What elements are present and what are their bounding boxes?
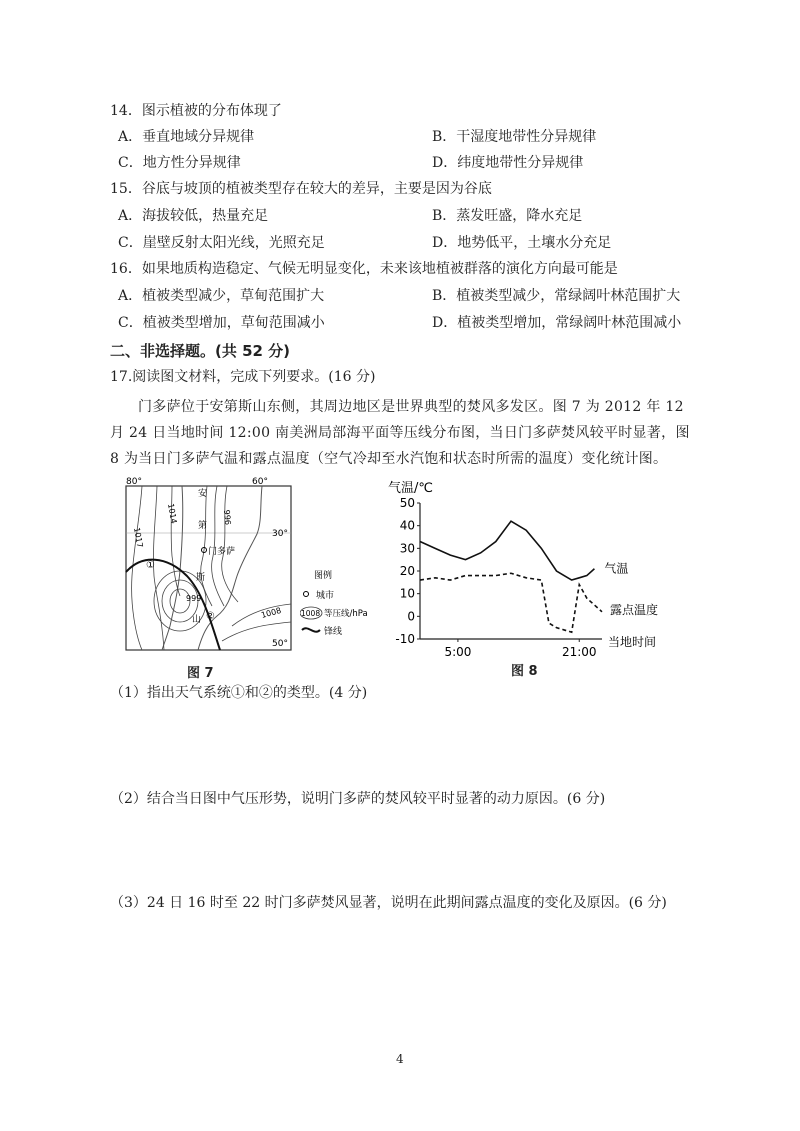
system-1-marker: ①: [146, 560, 155, 571]
y-tick-label: -10: [395, 632, 415, 646]
figure-7-caption: 图 7: [187, 666, 214, 681]
legend-city-label: 城市: [316, 591, 335, 601]
y-tick-label: 50: [399, 496, 415, 510]
figure-7-legend: [300, 568, 380, 648]
andes-label-an: 安: [198, 489, 208, 499]
section-2-heading: 二、非选择题。(共 52 分): [110, 342, 291, 360]
page-number: 4: [396, 1052, 404, 1066]
chart-series-group: [420, 521, 602, 632]
legend-title-text: 图例: [314, 571, 333, 581]
q15-option-b[interactable]: B．蒸发旺盛，降水充足: [432, 208, 583, 224]
chart-x-ticks: [444, 639, 596, 659]
figure-7-map: [112, 476, 302, 661]
q14-option-d[interactable]: D．纬度地带性分异规律: [432, 155, 584, 171]
q15-option-d[interactable]: D．地势低平，土壤水分充足: [432, 235, 612, 251]
q17-sub1: （1）指出天气系统①和②的类型。(4 分): [110, 685, 368, 701]
q16-option-b[interactable]: B．植被类型减少，常绿阔叶林范围扩大: [432, 288, 681, 304]
city-label-mendoza: 门多萨: [208, 547, 236, 557]
chart-y-ticks: [395, 496, 420, 646]
q15-option-c[interactable]: C．崖壁反射太阳光线，光照充足: [118, 235, 325, 251]
andes-label-si: 斯: [196, 573, 206, 583]
lat-label-50: 50°: [272, 639, 288, 649]
q14-option-b[interactable]: B．干湿度地带性分异规律: [432, 129, 597, 145]
chart-xlabel: 当地时间: [608, 635, 657, 649]
q17-material: 门多萨位于安第斯山东侧，其周边地区是世界典型的焚风多发区。图 7 为 2012 年 12 月 24 日当地时间 12:00 南美洲局部海平面等压线分布图，当日门多萨焚风较平时显著，图 8 为当日门多萨气温和露点温度（空气冷却至水汽饱和状态时所需的温度）变化统计图。: [110, 399, 690, 467]
q17-stem: 17.阅读图文材料，完成下列要求。(16 分): [110, 369, 376, 385]
q14-option-a[interactable]: A．垂直地域分异规律: [118, 129, 255, 145]
legend-front-symbol: [302, 628, 320, 631]
isobar-label-1008: 1008: [260, 605, 283, 620]
lat-label-30: 30°: [272, 529, 288, 539]
series-label-dewpoint: 露点温度: [610, 602, 659, 617]
legend-front-label: 锋线: [324, 627, 343, 637]
andes-label-shan: 山: [192, 615, 202, 625]
isobar-label-1017: 1017: [132, 526, 145, 549]
q17-sub3: （3）24 日 16 时至 22 时门多萨焚风显著，说明在此期间露点温度的变化及原因。(6 分): [110, 895, 667, 911]
lon-label-80: 80°: [126, 477, 142, 487]
series-label-temperature: 气温: [604, 561, 629, 576]
y-tick-label: 20: [399, 564, 415, 578]
y-tick-label: 10: [399, 586, 415, 601]
q15-stem: 15．谷底与坡顶的植被类型存在较大的差异，主要是因为谷底: [110, 181, 492, 197]
q16-option-c[interactable]: C．植被类型增加，草甸范围减小: [118, 315, 325, 331]
y-tick-label: 0: [407, 609, 415, 624]
q16-option-a[interactable]: A．植被类型减少，草甸范围扩大: [118, 288, 325, 304]
isobar-label-1014: 1014: [166, 502, 179, 525]
y-tick-label: 30: [399, 541, 415, 556]
y-tick-label: 40: [399, 518, 415, 533]
q14-stem: 14．图示植被的分布体现了: [110, 103, 282, 119]
isobar-label-996: 996: [222, 509, 233, 526]
andes-label-di: 第: [198, 521, 208, 531]
system-2-marker: ②: [206, 611, 215, 622]
q16-option-d[interactable]: D．植被类型增加，常绿阔叶林范围减小: [432, 315, 682, 331]
figure-8-chart: [380, 476, 680, 676]
q14-option-c[interactable]: C．地方性分异规律: [118, 155, 241, 171]
q15-option-a[interactable]: A．海拔较低，热量充足: [118, 208, 269, 224]
isobar-label-999: 999: [186, 594, 202, 603]
chart-ylabel: 气温/℃: [388, 481, 433, 496]
figure-8-caption: 图 8: [511, 664, 538, 679]
x-tick-label: 5:00: [444, 645, 472, 659]
q17-sub2: （2）结合当日图中气压形势，说明门多萨的焚风较平时显著的动力原因。(6 分): [110, 791, 606, 807]
lon-label-60: 60°: [252, 477, 268, 487]
legend-isobar-label: 等压线/hPa: [324, 609, 368, 619]
legend-city-symbol: [304, 592, 309, 597]
legend-isobar-value: 1008: [301, 609, 321, 618]
q16-stem: 16．如果地质构造稳定、气候无明显变化，未来该地植被群落的演化方向最可能是: [110, 261, 618, 277]
series-line-dewpoint: [420, 573, 602, 632]
x-tick-label: 21:00: [561, 645, 597, 659]
series-line-temperature: [420, 521, 594, 580]
